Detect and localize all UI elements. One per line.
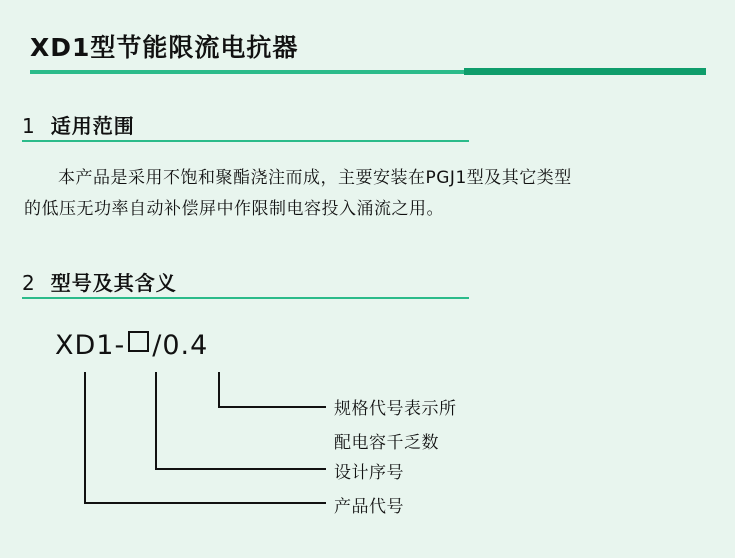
legend-spec-line-1: 规格代号表示所	[334, 399, 457, 419]
paragraph-line-2: 的低压无功率自动补偿屏中作限制电容投入涌流之用。	[24, 199, 444, 219]
model-code-prefix: XD1	[55, 330, 115, 361]
section-2-number: 2	[22, 271, 35, 295]
section-1-heading	[22, 110, 135, 139]
section-2-title: 型号及其含义	[50, 271, 177, 295]
legend-spec-line-2: 配电容千乏数	[334, 433, 439, 453]
section-2-heading	[22, 267, 177, 296]
leader-line-design-horizontal	[155, 468, 326, 470]
legend-product-code: 产品代号	[334, 497, 404, 517]
leader-line-product-vertical	[84, 372, 86, 504]
section-2-divider	[22, 297, 469, 299]
legend-design-serial: 设计序号	[334, 463, 404, 483]
leader-line-spec-horizontal	[218, 406, 326, 408]
page-title: XD1型节能限流电抗器	[30, 33, 299, 62]
leader-line-product-horizontal	[84, 502, 326, 504]
section-1-title: 适用范围	[50, 114, 135, 138]
section-1-paragraph	[24, 163, 714, 225]
section-1-divider	[22, 140, 469, 142]
model-code-expression	[55, 330, 208, 361]
model-code-dash: -	[114, 330, 126, 361]
model-code-box	[128, 331, 149, 352]
model-code-slash: /	[152, 330, 163, 361]
title-divider-accent	[464, 68, 706, 75]
paragraph-line-1-text: 本产品是采用不饱和聚酯浇注而成，主要安装在PGJ1型及其它类型	[58, 168, 572, 188]
leader-line-spec-vertical	[218, 372, 220, 408]
leader-line-design-vertical	[155, 372, 157, 470]
paragraph-line-1	[24, 163, 714, 194]
section-1-number: 1	[22, 114, 35, 138]
model-code-suffix: 0.4	[162, 330, 209, 361]
